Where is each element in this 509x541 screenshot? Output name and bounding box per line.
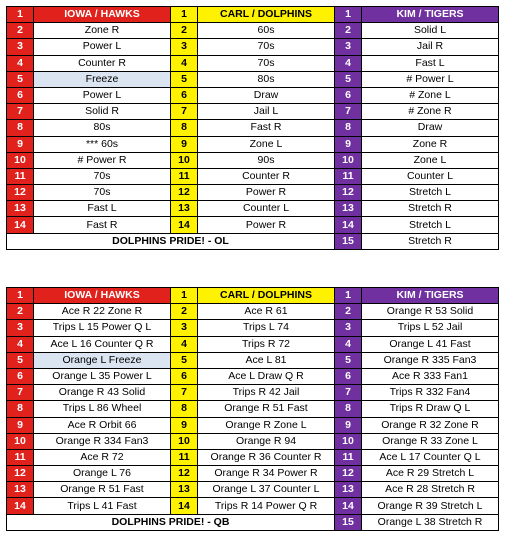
tigers-play-cell[interactable]: Stretch R: [362, 201, 499, 217]
dolphins-play-number: 4: [171, 55, 198, 71]
hawks-play-cell[interactable]: Ace R 22 Zone R: [34, 304, 171, 320]
tigers-play-number: 5: [335, 71, 362, 87]
table-row: [7, 104, 499, 120]
table-row: [7, 449, 499, 465]
hawks-play-number: 7: [7, 385, 34, 401]
dolphins-play-cell[interactable]: Ace L 81: [198, 352, 335, 368]
team-pride-label: DOLPHINS PRIDE! - QB: [7, 514, 335, 530]
hawks-play-number: 4: [7, 336, 34, 352]
team-pride-label: DOLPHINS PRIDE! - OL: [7, 233, 335, 249]
hawks-play-cell[interactable]: Trips L 15 Power Q L: [34, 320, 171, 336]
hawks-play-cell[interactable]: Ace L 16 Counter Q R: [34, 336, 171, 352]
table-row: [7, 336, 499, 352]
table-row: [7, 185, 499, 201]
dolphins-play-number: 11: [171, 449, 198, 465]
tigers-play-cell[interactable]: Trips R 332 Fan4: [362, 385, 499, 401]
table-row: [7, 87, 499, 103]
hawks-play-number: 3: [7, 39, 34, 55]
table-row: [7, 71, 499, 87]
hawks-play-number: 7: [7, 104, 34, 120]
dolphins-play-cell[interactable]: 70s: [198, 39, 335, 55]
tigers-play-cell[interactable]: Zone L: [362, 152, 499, 168]
hawks-play-number: 10: [7, 433, 34, 449]
tigers-play-cell[interactable]: Orange R 33 Zone L: [362, 433, 499, 449]
dolphins-play-cell[interactable]: Orange R 51 Fast: [198, 401, 335, 417]
table-row: [7, 120, 499, 136]
table-row: [7, 352, 499, 368]
tigers-play-cell[interactable]: Orange L 41 Fast: [362, 336, 499, 352]
hawks-play-number: 12: [7, 466, 34, 482]
hawks-play-number: 14: [7, 217, 34, 233]
hawks-play-cell[interactable]: Power L: [34, 87, 171, 103]
tigers-play-number: 10: [335, 433, 362, 449]
dolphins-play-number: 5: [171, 352, 198, 368]
tigers-play-number: 13: [335, 482, 362, 498]
tigers-play-cell[interactable]: Ace R 28 Stretch R: [362, 482, 499, 498]
tigers-play-cell[interactable]: # Zone L: [362, 87, 499, 103]
dolphins-play-number: 5: [171, 71, 198, 87]
hawks-play-cell[interactable]: 80s: [34, 120, 171, 136]
hawks-play-cell[interactable]: *** 60s: [34, 136, 171, 152]
tigers-play-cell[interactable]: Orange L 38 Stretch R: [362, 514, 499, 530]
tigers-play-number: 4: [335, 336, 362, 352]
dolphins-play-cell[interactable]: Counter L: [198, 201, 335, 217]
dolphins-header: CARL / DOLPHINS: [198, 7, 335, 23]
table-row: [7, 152, 499, 168]
dolphins-play-cell[interactable]: Trips R 14 Power Q R: [198, 498, 335, 514]
dolphins-play-number: 8: [171, 120, 198, 136]
tigers-header: KIM / TIGERS: [362, 288, 499, 304]
tigers-play-cell[interactable]: Trips R Draw Q L: [362, 401, 499, 417]
hawks-play-number: 11: [7, 168, 34, 184]
dolphins-play-number: 6: [171, 87, 198, 103]
tigers-play-cell[interactable]: Trips L 52 Jail: [362, 320, 499, 336]
dolphins-play-cell[interactable]: Power R: [198, 185, 335, 201]
hawks-play-number: 11: [7, 449, 34, 465]
tigers-play-number: 2: [335, 304, 362, 320]
tigers-play-number: 15: [335, 514, 362, 530]
tigers-play-cell[interactable]: # Zone R: [362, 104, 499, 120]
dolphins-play-number: 7: [171, 104, 198, 120]
hawks-play-cell[interactable]: Ace R 72: [34, 449, 171, 465]
dolphins-play-cell[interactable]: Trips L 74: [198, 320, 335, 336]
table-row: [7, 201, 499, 217]
tigers-play-number: 7: [335, 385, 362, 401]
hawks-play-number: 4: [7, 55, 34, 71]
hawks-play-number: 8: [7, 401, 34, 417]
dolphins-play-number: 14: [171, 217, 198, 233]
dolphins-play-number: 3: [171, 320, 198, 336]
hawks-play-cell[interactable]: Ace R Orbit 66: [34, 417, 171, 433]
dolphins-play-cell[interactable]: Jail L: [198, 104, 335, 120]
table-row: [7, 55, 499, 71]
tigers-play-number: 14: [335, 217, 362, 233]
tigers-play-number: 15: [335, 233, 362, 249]
dolphins-play-number: 11: [171, 168, 198, 184]
hawks-play-cell[interactable]: Zone R: [34, 23, 171, 39]
hawks-play-cell[interactable]: Solid R: [34, 104, 171, 120]
table-row: [7, 401, 499, 417]
dolphins-play-cell[interactable]: Ace L Draw Q R: [198, 368, 335, 384]
dolphins-play-number: 13: [171, 201, 198, 217]
hawks-play-number: 6: [7, 87, 34, 103]
hawks-play-cell[interactable]: 70s: [34, 168, 171, 184]
tigers-play-cell[interactable]: Solid L: [362, 23, 499, 39]
hawks-play-number: 13: [7, 201, 34, 217]
tigers-play-number: 12: [335, 466, 362, 482]
hawks-play-cell[interactable]: Fast L: [34, 201, 171, 217]
dolphins-header-number: 1: [171, 7, 198, 23]
dolphins-play-number: 7: [171, 385, 198, 401]
dolphins-play-cell[interactable]: Trips R 42 Jail: [198, 385, 335, 401]
hawks-header-number: 1: [7, 7, 34, 23]
table-row: [7, 385, 499, 401]
hawks-play-cell[interactable]: Counter R: [34, 55, 171, 71]
hawks-header: IOWA / HAWKS: [34, 288, 171, 304]
tigers-play-cell[interactable]: Orange R 53 Solid: [362, 304, 499, 320]
header-row: [7, 7, 499, 23]
tigers-play-cell[interactable]: Ace R 333 Fan1: [362, 368, 499, 384]
dolphins-play-number: 12: [171, 185, 198, 201]
tigers-play-number: 10: [335, 152, 362, 168]
tigers-play-number: 6: [335, 87, 362, 103]
dolphins-play-cell[interactable]: Fast R: [198, 120, 335, 136]
hawks-play-number: 2: [7, 304, 34, 320]
dolphins-play-cell[interactable]: Ace R 61: [198, 304, 335, 320]
table-row: [7, 304, 499, 320]
hawks-play-cell[interactable]: Orange R 43 Solid: [34, 385, 171, 401]
dolphins-play-number: 4: [171, 336, 198, 352]
hawks-play-cell[interactable]: Orange L 35 Power L: [34, 368, 171, 384]
tigers-play-number: 5: [335, 352, 362, 368]
dolphins-play-cell[interactable]: Draw: [198, 87, 335, 103]
dolphins-play-cell[interactable]: 60s: [198, 23, 335, 39]
table-row: [7, 23, 499, 39]
tigers-play-number: 7: [335, 104, 362, 120]
tigers-play-number: 2: [335, 23, 362, 39]
tigers-play-cell[interactable]: Stretch R: [362, 233, 499, 249]
dolphins-play-cell[interactable]: Trips R 72: [198, 336, 335, 352]
table-row: [7, 498, 499, 514]
qb-call-table: [6, 287, 499, 531]
tigers-play-cell[interactable]: Orange R 39 Stretch L: [362, 498, 499, 514]
dolphins-play-cell[interactable]: Counter R: [198, 168, 335, 184]
table-row: [7, 217, 499, 233]
hawks-play-cell[interactable]: Fast R: [34, 217, 171, 233]
dolphins-play-number: 8: [171, 401, 198, 417]
dolphins-play-cell[interactable]: Orange L 37 Counter L: [198, 482, 335, 498]
hawks-header-number: 1: [7, 288, 34, 304]
tigers-play-cell[interactable]: Orange R 335 Fan3: [362, 352, 499, 368]
dolphins-play-number: 9: [171, 417, 198, 433]
tigers-play-cell[interactable]: Draw: [362, 120, 499, 136]
hawks-play-cell[interactable]: Power L: [34, 39, 171, 55]
hawks-play-number: 2: [7, 23, 34, 39]
dolphins-play-cell[interactable]: Orange R 34 Power R: [198, 466, 335, 482]
dolphins-play-cell[interactable]: Zone L: [198, 136, 335, 152]
dolphins-play-cell[interactable]: Orange R 36 Counter R: [198, 449, 335, 465]
dolphins-play-number: 14: [171, 498, 198, 514]
tigers-play-cell[interactable]: Orange R 32 Zone R: [362, 417, 499, 433]
table-row: [7, 39, 499, 55]
tigers-play-number: 8: [335, 401, 362, 417]
tigers-play-number: 11: [335, 168, 362, 184]
tigers-header-number: 1: [335, 7, 362, 23]
hawks-play-number: 14: [7, 498, 34, 514]
table-row: [7, 368, 499, 384]
dolphins-play-number: 10: [171, 433, 198, 449]
tigers-play-number: 9: [335, 136, 362, 152]
table-row: [7, 168, 499, 184]
tigers-play-cell[interactable]: Ace L 17 Counter Q L: [362, 449, 499, 465]
dolphins-play-cell[interactable]: Power R: [198, 217, 335, 233]
hawks-play-number: 12: [7, 185, 34, 201]
hawks-play-cell[interactable]: Orange R 334 Fan3: [34, 433, 171, 449]
hawks-header: IOWA / HAWKS: [34, 7, 171, 23]
tigers-play-cell[interactable]: # Power L: [362, 71, 499, 87]
dolphins-play-number: 10: [171, 152, 198, 168]
dolphins-header: CARL / DOLPHINS: [198, 288, 335, 304]
hawks-play-cell[interactable]: Orange R 51 Fast: [34, 482, 171, 498]
tigers-play-cell[interactable]: Counter L: [362, 168, 499, 184]
table-row: [7, 320, 499, 336]
tigers-play-number: 4: [335, 55, 362, 71]
tigers-header-number: 1: [335, 288, 362, 304]
tigers-play-number: 9: [335, 417, 362, 433]
dolphins-play-number: 9: [171, 136, 198, 152]
footer-row: [7, 514, 499, 530]
tigers-play-cell[interactable]: Zone R: [362, 136, 499, 152]
hawks-play-cell[interactable]: Freeze: [34, 71, 171, 87]
dolphins-play-number: 12: [171, 466, 198, 482]
hawks-play-cell[interactable]: Trips L 41 Fast: [34, 498, 171, 514]
hawks-play-number: 5: [7, 71, 34, 87]
dolphins-play-number: 13: [171, 482, 198, 498]
header-row: [7, 288, 499, 304]
table-row: [7, 136, 499, 152]
tigers-play-cell[interactable]: Jail R: [362, 39, 499, 55]
hawks-play-number: 10: [7, 152, 34, 168]
dolphins-play-cell[interactable]: 70s: [198, 55, 335, 71]
ol-call-table: [6, 6, 499, 250]
table-row: [7, 466, 499, 482]
tigers-play-number: 8: [335, 120, 362, 136]
dolphins-play-cell[interactable]: 90s: [198, 152, 335, 168]
dolphins-header-number: 1: [171, 288, 198, 304]
tigers-play-number: 6: [335, 368, 362, 384]
footer-row: [7, 233, 499, 249]
dolphins-play-number: 2: [171, 23, 198, 39]
hawks-play-number: 9: [7, 417, 34, 433]
tigers-play-number: 14: [335, 498, 362, 514]
tigers-play-cell[interactable]: Stretch L: [362, 217, 499, 233]
dolphins-play-cell[interactable]: Orange R Zone L: [198, 417, 335, 433]
hawks-play-number: 3: [7, 320, 34, 336]
table-row: [7, 417, 499, 433]
table-row: [7, 482, 499, 498]
dolphins-play-number: 3: [171, 39, 198, 55]
tigers-play-cell[interactable]: Stretch L: [362, 185, 499, 201]
dolphins-play-number: 2: [171, 304, 198, 320]
dolphins-play-number: 6: [171, 368, 198, 384]
hawks-play-number: 8: [7, 120, 34, 136]
tigers-header: KIM / TIGERS: [362, 7, 499, 23]
hawks-play-number: 9: [7, 136, 34, 152]
tigers-play-cell[interactable]: Ace R 29 Stretch L: [362, 466, 499, 482]
hawks-play-number: 13: [7, 482, 34, 498]
tigers-play-number: 3: [335, 320, 362, 336]
tigers-play-number: 11: [335, 449, 362, 465]
hawks-play-number: 6: [7, 368, 34, 384]
dolphins-play-cell[interactable]: 80s: [198, 71, 335, 87]
hawks-play-cell[interactable]: # Power R: [34, 152, 171, 168]
tigers-play-number: 13: [335, 201, 362, 217]
hawks-play-cell[interactable]: Trips L 86 Wheel: [34, 401, 171, 417]
dolphins-play-cell[interactable]: Orange R 94: [198, 433, 335, 449]
hawks-play-number: 5: [7, 352, 34, 368]
hawks-play-cell[interactable]: Orange L 76: [34, 466, 171, 482]
tigers-play-number: 3: [335, 39, 362, 55]
table-row: [7, 433, 499, 449]
tigers-play-number: 12: [335, 185, 362, 201]
hawks-play-cell[interactable]: Orange L Freeze: [34, 352, 171, 368]
hawks-play-cell[interactable]: 70s: [34, 185, 171, 201]
tigers-play-cell[interactable]: Fast L: [362, 55, 499, 71]
